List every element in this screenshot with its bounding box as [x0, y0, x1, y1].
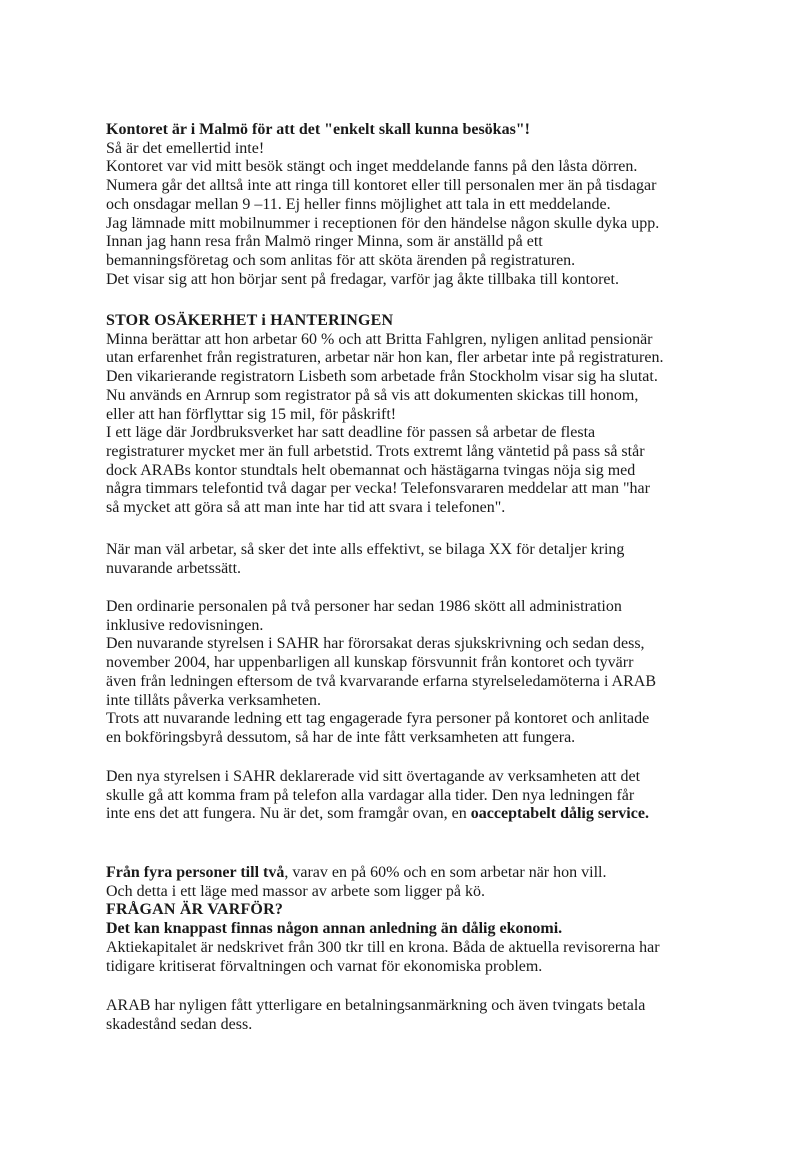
- section-title: Kontoret är i Malmö för att det "enkelt skall kunna besökas"!: [106, 121, 530, 138]
- text-line: Nu används en Arnrup som registrator på så vis att dokumenten skickas till honom,: [106, 386, 639, 404]
- text-line: Minna berättar att hon arbetar 60 % och att Britta Fahlgren, nyligen anlitad pensionär: [106, 330, 653, 348]
- text-line: tidigare kritiserat förvaltningen och varnat för ekonomiska problem.: [106, 957, 543, 975]
- text-line: så mycket att göra så att man inte har tid att svara i telefonen".: [106, 499, 506, 517]
- text-line: Trots att nuvarande ledning ett tag engagerade fyra personer på kontoret och anlitade: [106, 710, 650, 728]
- text-line: Den vikarierande registratorn Lisbeth som arbetade från Stockholm visar sig ha slutat.: [106, 368, 658, 386]
- section-heading: FRÅGAN ÄR VARFÖR?: [106, 901, 284, 919]
- text-line: inklusive redovisningen.: [106, 616, 264, 634]
- text-line: utan erfarenhet från registraturen, arbetar när hon kan, fler arbetar inte på registraturen.: [106, 349, 664, 367]
- text-line: Den nya styrelsen i SAHR deklarerade vid sitt övertagande av verksamheten att det: [106, 768, 641, 785]
- text-line: När man väl arbetar, så sker det inte alls effektivt, se bilaga XX för detaljer kring: [106, 541, 625, 558]
- emphasis-text: oacceptabelt dålig service.: [470, 805, 649, 823]
- text-line: ARAB har nyligen fått ytterligare en betalningsanmärkning och även tvingats betala: [106, 997, 646, 1014]
- paragraph-payment-remark: [106, 997, 711, 1034]
- text-line: inte tillåts påverka verksamheten.: [106, 691, 322, 709]
- text-line: även från ledningen eftersom de två kvarvarande erfarna styrelseledamöterna i ARAB: [106, 672, 656, 690]
- text-segment: inte ens det att fungera. Nu är det, som framgår ovan, en: [106, 805, 471, 823]
- text-line: Aktiekapitalet är nedskrivet från 300 tkr till en krona. Båda de aktuella revisorerna har: [106, 938, 660, 956]
- text-line: en bokföringsbyrå dessutom, så har de inte fått verksamheten att fungera.: [106, 728, 576, 746]
- emphasis-text: Från fyra personer till två: [106, 864, 285, 881]
- text-line: [106, 805, 711, 824]
- text-line: nuvarande arbetssätt.: [106, 559, 242, 577]
- text-line: Den ordinarie personalen på två personer har sedan 1986 skött all administration: [106, 598, 622, 615]
- text-line: Innan jag hann resa från Malmö ringer Minna, som är anställd på ett: [106, 233, 543, 251]
- text-line: registraturer mycket mer än full arbetstid. Trots extremt lång väntetid på pass så står: [106, 442, 645, 460]
- paragraph-new-board: [106, 768, 711, 824]
- paragraph-efficiency: [106, 541, 711, 578]
- section-why: [106, 864, 711, 976]
- text-line: Det visar sig att hon börjar sent på fredagar, varför jag åkte tillbaka till kontoret.: [106, 270, 619, 288]
- text-line: och onsdagar mellan 9 –11. Ej heller finns möjlighet att tala in ett meddelande.: [106, 195, 611, 213]
- text-line: eller att han förflyttar sig 15 mil, för påskrift!: [106, 405, 397, 423]
- text-line: Den nuvarande styrelsen i SAHR har förorsakat deras sjukskrivning och sedan dess,: [106, 635, 645, 653]
- text-line: Så är det emellertid inte!: [106, 139, 265, 157]
- text-line: bemanningsföretag och som anlitas för att sköta ärenden på registraturen.: [106, 251, 576, 269]
- paragraph-personnel: [106, 598, 711, 748]
- text-segment: , varav en på 60% och en som arbetar när hon vill.: [284, 864, 607, 881]
- section-office-location: [106, 121, 711, 289]
- section-heading: STOR OSÄKERHET i HANTERINGEN: [106, 312, 394, 329]
- text-line: några timmars telefontid två dagar per vecka! Telefonsvararen meddelar att man "har: [106, 480, 650, 498]
- text-line: [106, 864, 711, 883]
- text-line: Kontoret var vid mitt besök stängt och inget meddelande fanns på den låsta dörren.: [106, 158, 638, 176]
- section-subheading: Det kan knappast finnas någon annan anledning än dålig ekonomi.: [106, 920, 563, 938]
- text-line: Jag lämnade mitt mobilnummer i receptionen för den händelse någon skulle dyka upp.: [106, 214, 660, 232]
- text-line: skulle gå att komma fram på telefon alla vardagar alla tider. Den nya ledningen får: [106, 786, 635, 804]
- text-line: skadestånd sedan dess.: [106, 1015, 253, 1033]
- section-uncertainty: [106, 312, 711, 518]
- text-line: dock ARABs kontor stundtals helt obemannat och hästägarna tvingas nöja sig med: [106, 461, 636, 479]
- text-line: Och detta i ett läge med massor av arbete som ligger på kö.: [106, 882, 485, 900]
- text-line: I ett läge där Jordbruksverket har satt deadline för passen så arbetar de flesta: [106, 424, 596, 442]
- text-line: november 2004, har uppenbarligen all kunskap försvunnit från kontoret och tyvärr: [106, 654, 634, 672]
- text-line: Numera går det alltså inte att ringa till kontoret eller till personalen mer än på tisdagar: [106, 177, 657, 195]
